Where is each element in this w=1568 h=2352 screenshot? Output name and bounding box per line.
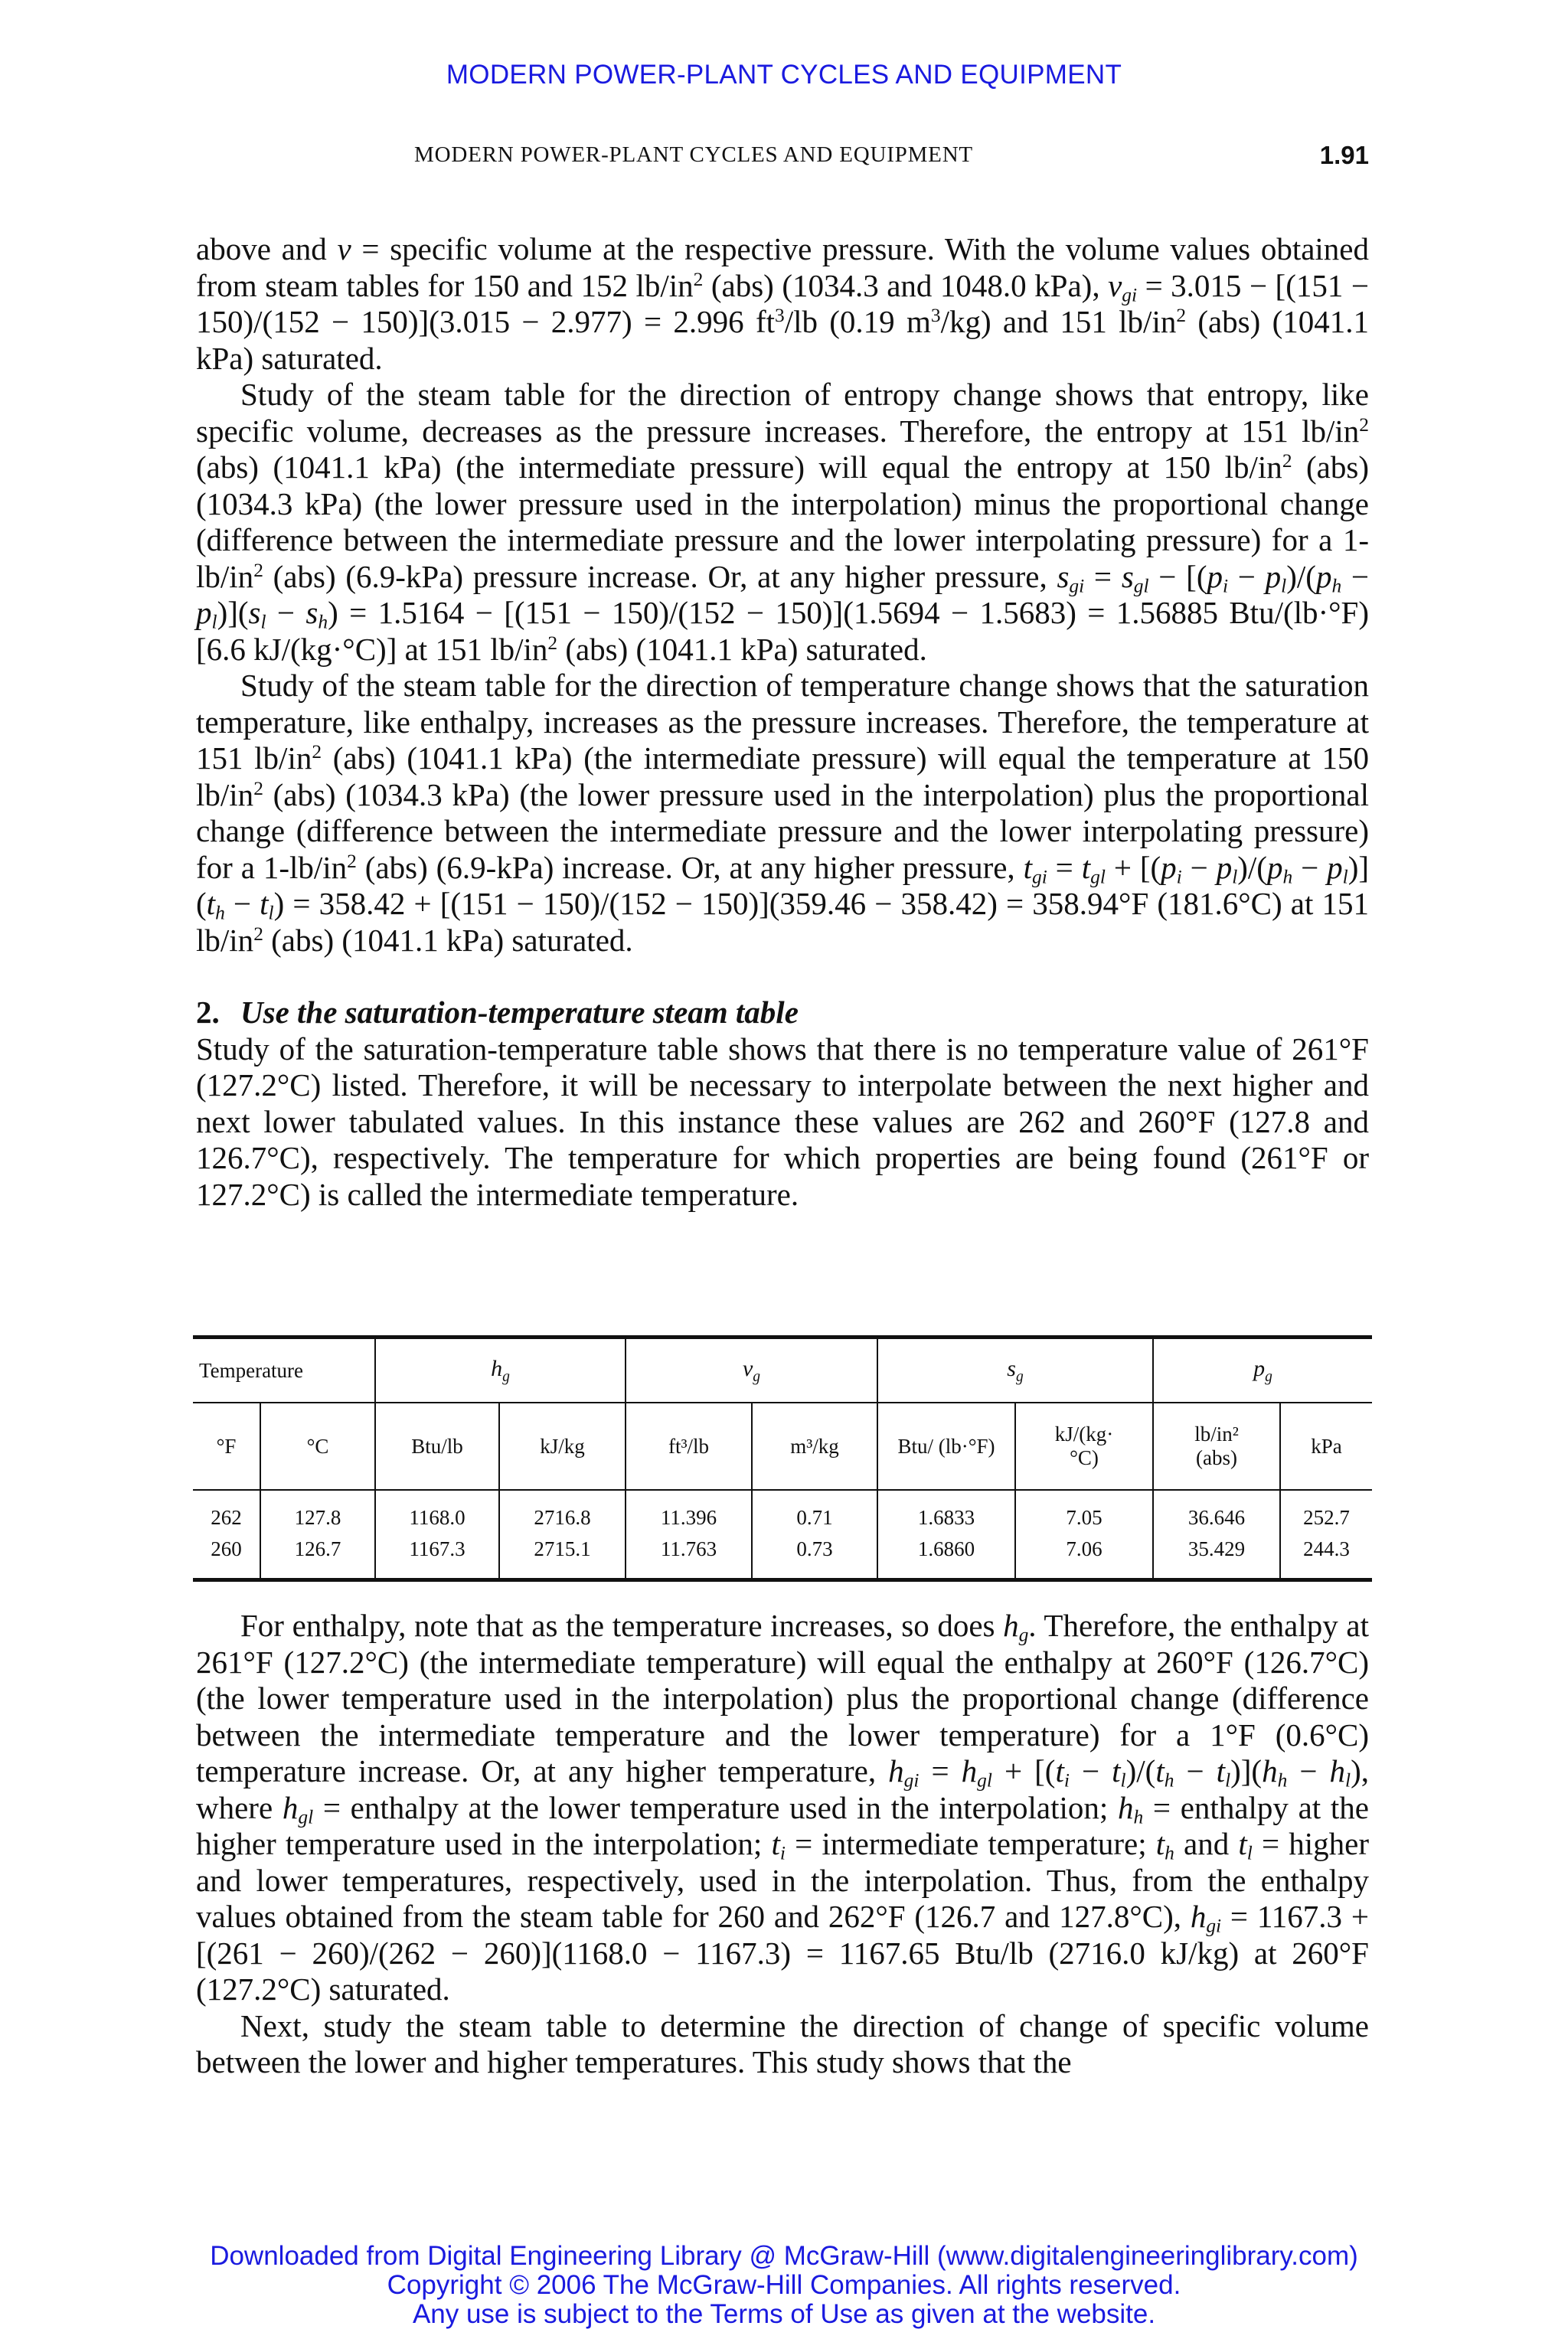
unit-cell: °C (260, 1403, 375, 1490)
paragraph-next-study: Next, study the steam table to determine the direction of change of specific volume between the lower and higher temperatures. This study shows that the (196, 2007, 1369, 2079)
section-heading: 2. Use the saturation-temperature steam table (196, 995, 799, 1030)
paragraph-entropy: Study of the steam table for the direction of entropy change shows that entropy, like specific volume, decreases as the pressure increases. Therefore, the entropy at 151 $lb/in^2$ (abs) (1041.1 kPa) (the intermediate pressure) will equal the entropy at 150 $lb/in^2$ (abs) (1034.3 kPa) (the lower pressure used in the interpolation) minus the proportional change (difference between the intermediate pressure and the lower interpolating pressure) for a $1-lb/in^2$ (abs) (6.9-kPa) pressure increase. Or, at any higher pressure, $s_{gi} = s_{gl} - [(p_i - p_l)/(p_h - p_l)](s_l - s_h) = 1.5164 - [(151 - 150)/(152 - 150)](1.5694 - 1.5683) = 1.56885$ Btu/(lb·°F) [6.6 kJ/(kg·°C)] at 151 $lb/in^2$ (abs) (1041.1 kPa) saturated. (196, 377, 1370, 667)
unit-cell: Btu/ (lb·°F) (877, 1403, 1015, 1490)
unit-cell: Btu/lb (375, 1403, 499, 1490)
unit-cell: kJ/kg (499, 1403, 626, 1490)
unit-cell: °F (193, 1403, 260, 1490)
unit-cell: m³/kg (752, 1403, 877, 1490)
table-cell: 1168.0 (375, 1490, 499, 1534)
paragraph-specific-volume: above and v = specific volume at the respective pressure. With the volume values obtained from steam tables for 150 and 152 $lb/in^2$ (abs) (1034.3 and 1048.0 kPa), $v_{gi} = 3.015 - [(151 - 150)/(152 - 150)](3.015 - 2.977) = 2.996$ $ft^3/lb$ (0.19 $m^3/kg$) and 151 $lb/in^2$ (abs) (1041.1 kPa) saturated. (196, 231, 1369, 376)
table-cell: 36.646 (1153, 1490, 1280, 1534)
header-temperature: Temperature (193, 1338, 375, 1403)
table-cell: 11.763 (626, 1534, 752, 1580)
table-row (193, 1534, 1372, 1580)
table-row (193, 1490, 1372, 1534)
table-cell: 244.3 (1280, 1534, 1372, 1580)
temperature-formula: $t_{gi} = t_{gl} + [(p_i - p_l)/(p_h - p_l)](t_h - t_l)$ (196, 849, 1370, 924)
table-cell: 2716.8 (499, 1490, 626, 1534)
table-cell: 7.05 (1015, 1490, 1153, 1534)
footer-download-line: Downloaded from Digital Engineering Library @ McGraw-Hill (www.digitalengineeringlibrary.com) (210, 2241, 1358, 2271)
enthalpy-formula: $h_{gi} = h_{gl} + [(t_i - t_l)/(t_h - t_l)](h_h - h_l)$ (888, 1753, 1361, 1792)
table-cell: 127.8 (260, 1490, 375, 1534)
footer-terms-line: Any use is subject to the Terms of Use as given at the website. (412, 2299, 1156, 2329)
table-cell: 11.396 (626, 1490, 752, 1534)
unit-cell: ft³/lb (626, 1403, 752, 1490)
table-cell: 35.429 (1153, 1534, 1280, 1580)
table-cell: 0.73 (752, 1534, 877, 1580)
table-cell: 262 (193, 1490, 260, 1534)
page-number: 1.91 (1319, 141, 1369, 169)
table-cell: 1.6833 (877, 1490, 1015, 1534)
table-cell: 7.06 (1015, 1534, 1153, 1580)
table-cell: 1167.3 (375, 1534, 499, 1580)
top-banner-title: MODERN POWER-PLANT CYCLES AND EQUIPMENT (446, 60, 1122, 90)
footer-copyright-line: Copyright © 2006 The McGraw-Hill Companies. All rights reserved. (387, 2270, 1181, 2300)
header-hg: $h_g$ (375, 1338, 626, 1403)
body-text-upper (196, 231, 1369, 1213)
running-head-title: MODERN POWER-PLANT CYCLES AND EQUIPMENT (414, 142, 973, 167)
paragraph-temperature: Study of the steam table for the direction of temperature change shows that the saturation temperature, like enthalpy, increases as the pressure increases. Therefore, the temperature at 151 $lb/in^2$ (abs) (1041.1 kPa) (the intermediate pressure) will equal the temperature at 150 $lb/in^2$ (abs) (1034.3 kPa) (the lower pressure used in the interpolation) plus the proportional change (difference between the intermediate pressure and the lower interpolating pressure) for a $1-lb/in^2$ (abs) (6.9-kPa) increase. Or, at any higher pressure, $t_{gi} = t_{gl} + [(p_i - p_l)/(p_h - p_l)](t_h - t_l) = 358.42 + [(151 - 150)/(152 - 150)](359.46 - 358.42) = 358.94^\circ F$ (181.6°C) at 151 $lb/in^2$ (abs) (1041.1 kPa) saturated. (196, 668, 1370, 958)
unit-cell: kJ/(kg· °C) (1015, 1403, 1153, 1490)
table-cell: 260 (193, 1534, 260, 1580)
unit-cell: kPa (1280, 1403, 1372, 1490)
entropy-formula: $s_{gi} = s_{gl} - [(p_i - p_l)/(p_h - p_l)](s_l - s_h)$ (196, 558, 1370, 633)
body-text-lower (196, 1608, 1369, 2081)
table-cell: 126.7 (260, 1534, 375, 1580)
header-pg: $p_g$ (1153, 1338, 1372, 1403)
table-cell: 0.71 (752, 1490, 877, 1534)
header-sg: $s_g$ (877, 1338, 1153, 1403)
header-vg: $v_g$ (626, 1338, 877, 1403)
table-cell: 2715.1 (499, 1534, 626, 1580)
unit-cell: lb/in² (abs) (1153, 1403, 1280, 1490)
paragraph-saturation-temperature: Study of the saturation-temperature table shows that there is no temperature value of 261°F (127.2°C) listed. Therefore, it will be necessary to interpolate between the next higher and next lower tabulated values. In this instance these values are 262 and 260°F (127.8 and 126.7°C), respectively. The temperature for which properties are being found (261°F or 127.2°C) is called the intermediate temperature. (196, 1031, 1369, 1212)
table-cell: 252.7 (1303, 1505, 1350, 1529)
paragraph-enthalpy: For enthalpy, note that as the temperature increases, so does $h_g$. Therefore, the enthalpy at 261°F (127.2°C) (the intermediate temperature) will equal the enthalpy at 260°F (126.7°C) (the lower temperature used in the interpolation) plus the proportional change (difference between the intermediate temperature and the lower temperature) for a 1°F (0.6°C) temperature increase. Or, at any higher temperature, $h_{gi} = h_{gl} + [(t_i - t_l)/(t_h - t_l)](h_h - h_l)$, where $h_{gl}$ = enthalpy at the lower temperature used in the interpolation; $h_h$ = enthalpy at the higher temperature used in the interpolation; $t_i$ = intermediate temperature; $t_h$ and $t_l$ = higher and lower temperatures, respectively, used in the interpolation. Thus, from the enthalpy values obtained from the steam table for 260 and 262°F (126.7 and 127.8°C), $h_{gi} = 1167.3 + [(261 - 260)/(262 - 260)](1168.0 - 1167.3) = 1167.65$ Btu/lb (2716.0 kJ/kg) at 260°F (127.2°C) saturated. (196, 1608, 1369, 2007)
steam-table (193, 1335, 1372, 1582)
table-cell: 1.6860 (877, 1534, 1015, 1580)
running-head (196, 142, 1369, 176)
